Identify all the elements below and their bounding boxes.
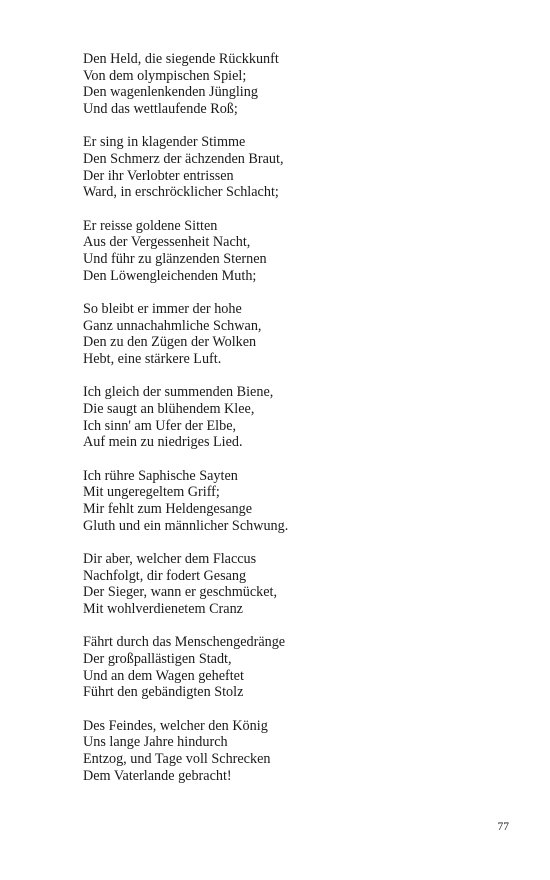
poem-line: Auf mein zu niedriges Lied.: [83, 434, 243, 451]
stanza-7: [83, 551, 503, 618]
stanza-6: [83, 468, 503, 535]
poem-line: Aus der Vergessenheit Nacht,: [83, 234, 251, 251]
poem-line: Mit wohlverdienetem Cranz: [83, 600, 243, 617]
poem-line: Den Schmerz der ächzenden Braut,: [83, 151, 284, 168]
poem-line: Den Löwengleichenden Muth;: [83, 267, 257, 284]
poem-line: Ward, in erschröcklicher Schlacht;: [83, 184, 279, 201]
poem-line: Der ihr Verlobter entrissen: [83, 167, 234, 184]
poem-line: Ich sinn' am Ufer der Elbe,: [83, 417, 237, 434]
poem-line: Den zu den Zügen der Wolken: [83, 334, 257, 351]
poem-line: Entzog, und Tage voll Schrecken: [83, 750, 271, 767]
poem-line: Des Feindes, welcher den König: [83, 717, 268, 734]
stanza-8: [83, 634, 503, 701]
poem-line: Dir aber, welcher dem Flaccus: [83, 550, 257, 567]
poem-line: Führt den gebändigten Stolz: [83, 684, 244, 701]
poem-line: Und das wettlaufende Roß;: [83, 101, 238, 118]
stanza-9: [83, 718, 503, 785]
poem-line: Mit ungeregeltem Griff;: [83, 484, 220, 501]
poem-line: Der Sieger, wann er geschmücket,: [83, 584, 278, 601]
poem-line: Die saugt an blühendem Klee,: [83, 400, 255, 417]
poem-line: Von dem olympischen Spiel;: [83, 67, 247, 84]
poem-line: Uns lange Jahre hindurch: [83, 734, 228, 751]
poem-line: Gluth und ein männlicher Schwung.: [83, 517, 289, 534]
poem-line: Hebt, eine stärkere Luft.: [83, 351, 222, 368]
page-number: 77: [497, 821, 509, 833]
poem-line: Ganz unnachahmliche Schwan,: [83, 317, 262, 334]
poem-line: Fährt durch das Menschengedränge: [83, 634, 286, 651]
poem-line: Er sing in klagender Stimme: [83, 134, 246, 151]
poem-line: Ich gleich der summenden Biene,: [83, 384, 274, 401]
poem-line: Den Held, die siegende Rückkunft: [83, 51, 279, 67]
poem-line: Mir fehlt zum Heldengesange: [83, 500, 253, 517]
stanza-3: [83, 218, 503, 285]
stanza-5: [83, 384, 503, 451]
poem-line: Dem Vaterlande gebracht!: [83, 767, 232, 784]
poem-line: Ich rühre Saphische Sayten: [83, 467, 238, 484]
poem-line: Er reisse goldene Sitten: [83, 217, 218, 234]
stanza-4: [83, 301, 503, 368]
poem-line: Und führ zu glänzenden Sternen: [83, 251, 267, 268]
poem-line: Der großpallästigen Stadt,: [83, 650, 232, 667]
poem-line: So bleibt er immer der hohe: [83, 300, 242, 317]
poem-line: Nachfolgt, dir fodert Gesang: [83, 567, 247, 584]
poem-line: Den wagenlenkenden Jüngling: [83, 84, 258, 101]
poem-body: [83, 51, 503, 801]
stanza-1: [83, 51, 503, 118]
stanza-2: [83, 134, 503, 201]
poem-line: Und an dem Wagen geheftet: [83, 667, 244, 684]
